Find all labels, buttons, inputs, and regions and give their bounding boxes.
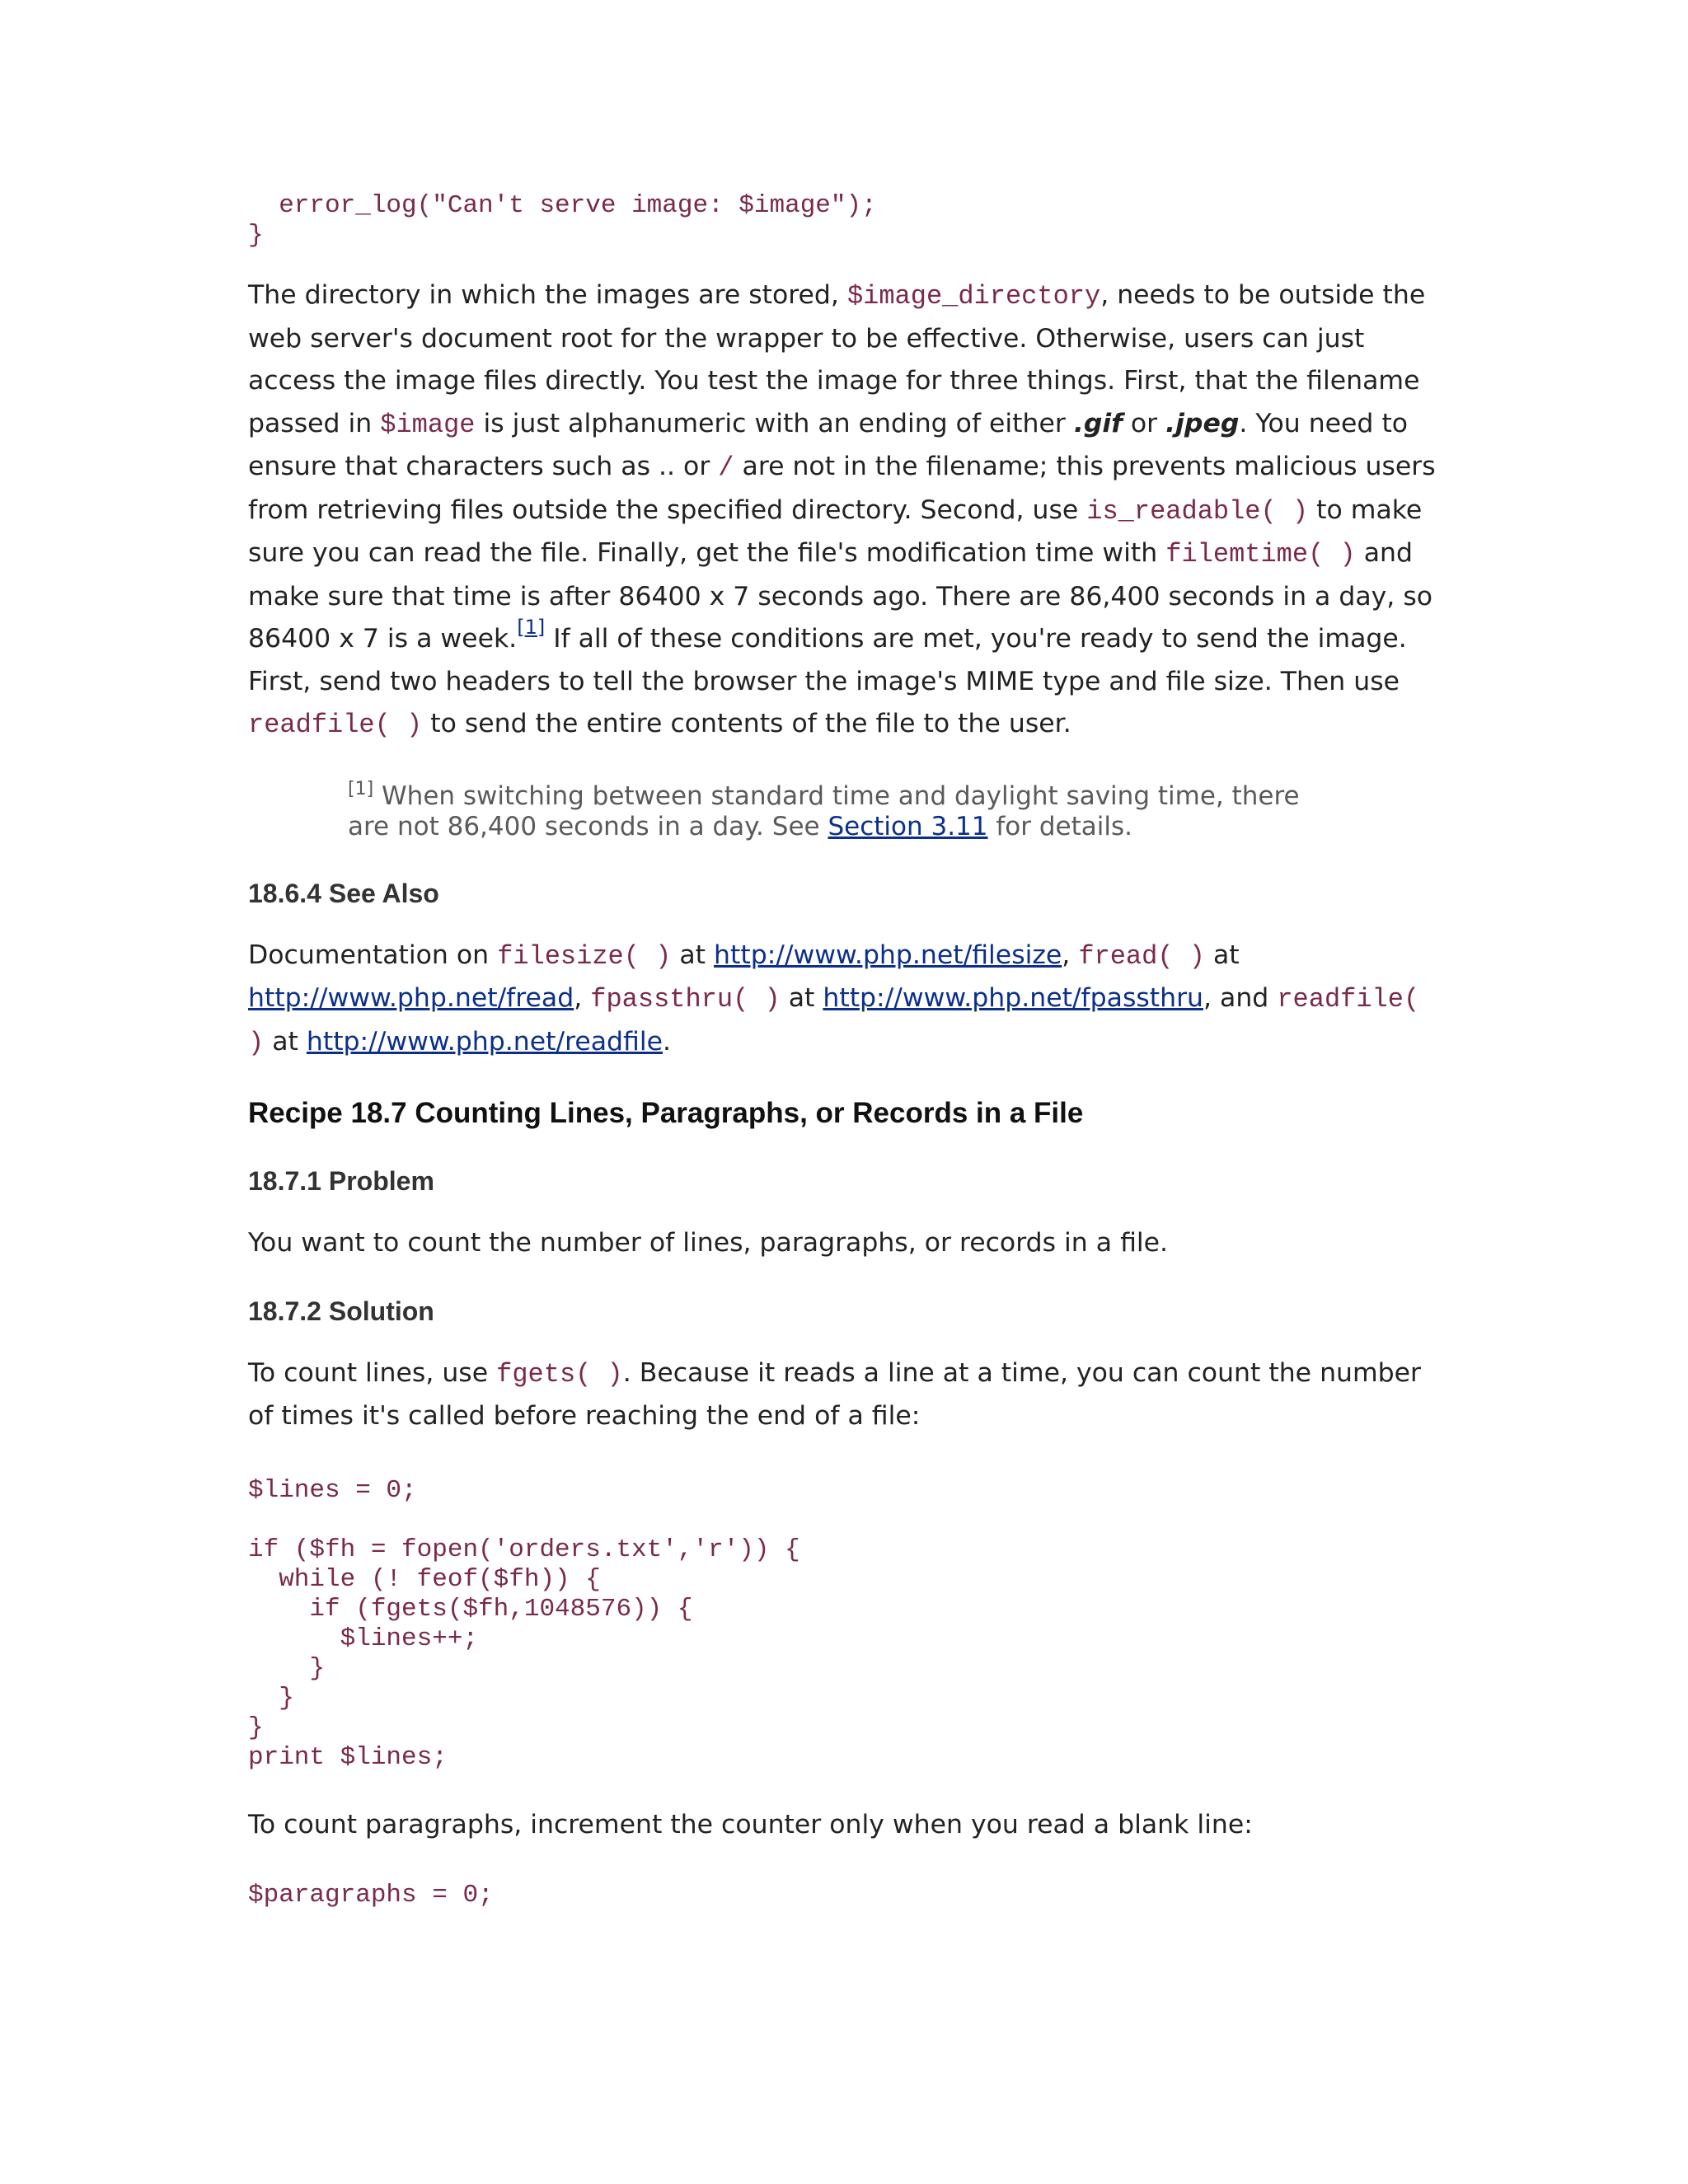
text-run: When switching between standard time and daylight saving time, there are not 86,400 seconds in a day. See — [348, 780, 1300, 841]
emphasis-extension: .gif — [1073, 408, 1123, 438]
inline-code: / — [718, 452, 734, 483]
text-run: To count lines, use — [248, 1357, 497, 1388]
code-block-count-paragraphs: $paragraphs = 0; — [248, 1881, 494, 1910]
paragraph-count-text: To count paragraphs, increment the counter only when you read a blank line: — [248, 1809, 1253, 1840]
inline-code: filesize( ) — [497, 940, 672, 972]
inline-code: $image — [380, 409, 476, 440]
paragraph-image-wrapper-explanation — [248, 274, 1443, 747]
fpassthru-doc-link[interactable]: http://www.php.net/fpassthru — [823, 983, 1204, 1013]
text-run: . Because it reads a line at a time, you can count the number of times it's called before reaching the end of a file: — [248, 1357, 1422, 1431]
fread-doc-link[interactable]: http://www.php.net/fread — [248, 983, 574, 1013]
text-run: to make sure you can read the file. Finally, get the file's modification time with — [248, 494, 1423, 568]
filesize-doc-link[interactable]: http://www.php.net/filesize — [714, 940, 1062, 970]
emphasis-extension: .jpeg — [1165, 408, 1240, 438]
inline-code: filemtime( ) — [1165, 539, 1356, 569]
text-run: or — [1122, 408, 1166, 438]
code-line: } — [248, 221, 264, 250]
text-run: , — [1062, 940, 1079, 970]
code-line: error_log("Can't serve image: $image"); — [248, 191, 877, 220]
document-page — [248, 191, 1443, 1910]
inline-code: fpassthru( ) — [590, 984, 781, 1015]
text-run: at — [264, 1026, 307, 1057]
text-run: . — [663, 1026, 672, 1057]
text-run: and make sure that time is after 86400 x 7 seconds ago. There are 86,400 seconds in a day, so 86400 x 7 is a week. — [248, 538, 1433, 654]
inline-code: readfile( ) — [248, 984, 1420, 1058]
text-run: are not in the filename; this prevents malicious users from retrieving files outside the specified directory. Second, use — [248, 452, 1436, 525]
see-also-heading: 18.6.4 See Also — [248, 878, 439, 908]
problem-text: You want to count the number of lines, paragraphs, or records in a file. — [248, 1228, 1169, 1258]
section-3-11-link[interactable]: Section 3.11 — [828, 811, 988, 841]
readfile-doc-link[interactable]: http://www.php.net/readfile — [306, 1026, 663, 1057]
solution-heading: 18.7.2 Solution — [248, 1296, 434, 1326]
text-run: , needs to be outside the web server's document root for the wrapper to be effective. Otherwise, users can just access the image files directly. You test the image for three things. First, that the filename passed in — [248, 280, 1426, 438]
inline-code: $image_directory — [846, 281, 1101, 312]
text-run: If all of these conditions are met, you're ready to send the image. First, send two headers to tell the browser the image's MIME type and file size. Then use — [248, 624, 1407, 696]
text-run: at — [780, 983, 823, 1013]
text-run: The directory in which the images are stored, — [248, 280, 847, 310]
code-block-count-lines: $lines = 0; if ($fh = fopen('orders.txt','r')) { while (! feof($fh)) { if (fgets($fh,1048576)) { $lines++; } } } print $lines; — [248, 1475, 800, 1772]
inline-code: fgets( ) — [496, 1358, 623, 1390]
text-run: at — [671, 940, 715, 970]
see-also-paragraph — [248, 935, 1443, 1065]
inline-code: is_readable( ) — [1086, 495, 1309, 527]
text-run: , and — [1203, 983, 1278, 1013]
footnote — [348, 778, 1337, 842]
text-run: . You need to ensure that characters such as .. or — [248, 408, 1409, 481]
problem-heading: 18.7.1 Problem — [248, 1166, 434, 1196]
text-run: at — [1204, 940, 1240, 970]
footnote-ref-link[interactable]: [1] — [517, 616, 546, 639]
text-run: to send the entire contents of the file to the user. — [422, 709, 1071, 738]
inline-code: readfile( ) — [248, 710, 423, 740]
inline-code: fread( ) — [1078, 940, 1205, 972]
code-block-top — [248, 191, 1443, 251]
footnote-marker: [1] — [348, 778, 374, 799]
text-run: , — [574, 983, 591, 1013]
solution-text — [248, 1352, 1443, 1438]
text-run: Documentation on — [248, 940, 498, 970]
text-run: is just alphanumeric with an ending of either — [475, 408, 1074, 438]
text-run: for details. — [987, 811, 1132, 841]
recipe-title: Recipe 18.7 Counting Lines, Paragraphs, or Records in a File — [248, 1097, 1084, 1129]
